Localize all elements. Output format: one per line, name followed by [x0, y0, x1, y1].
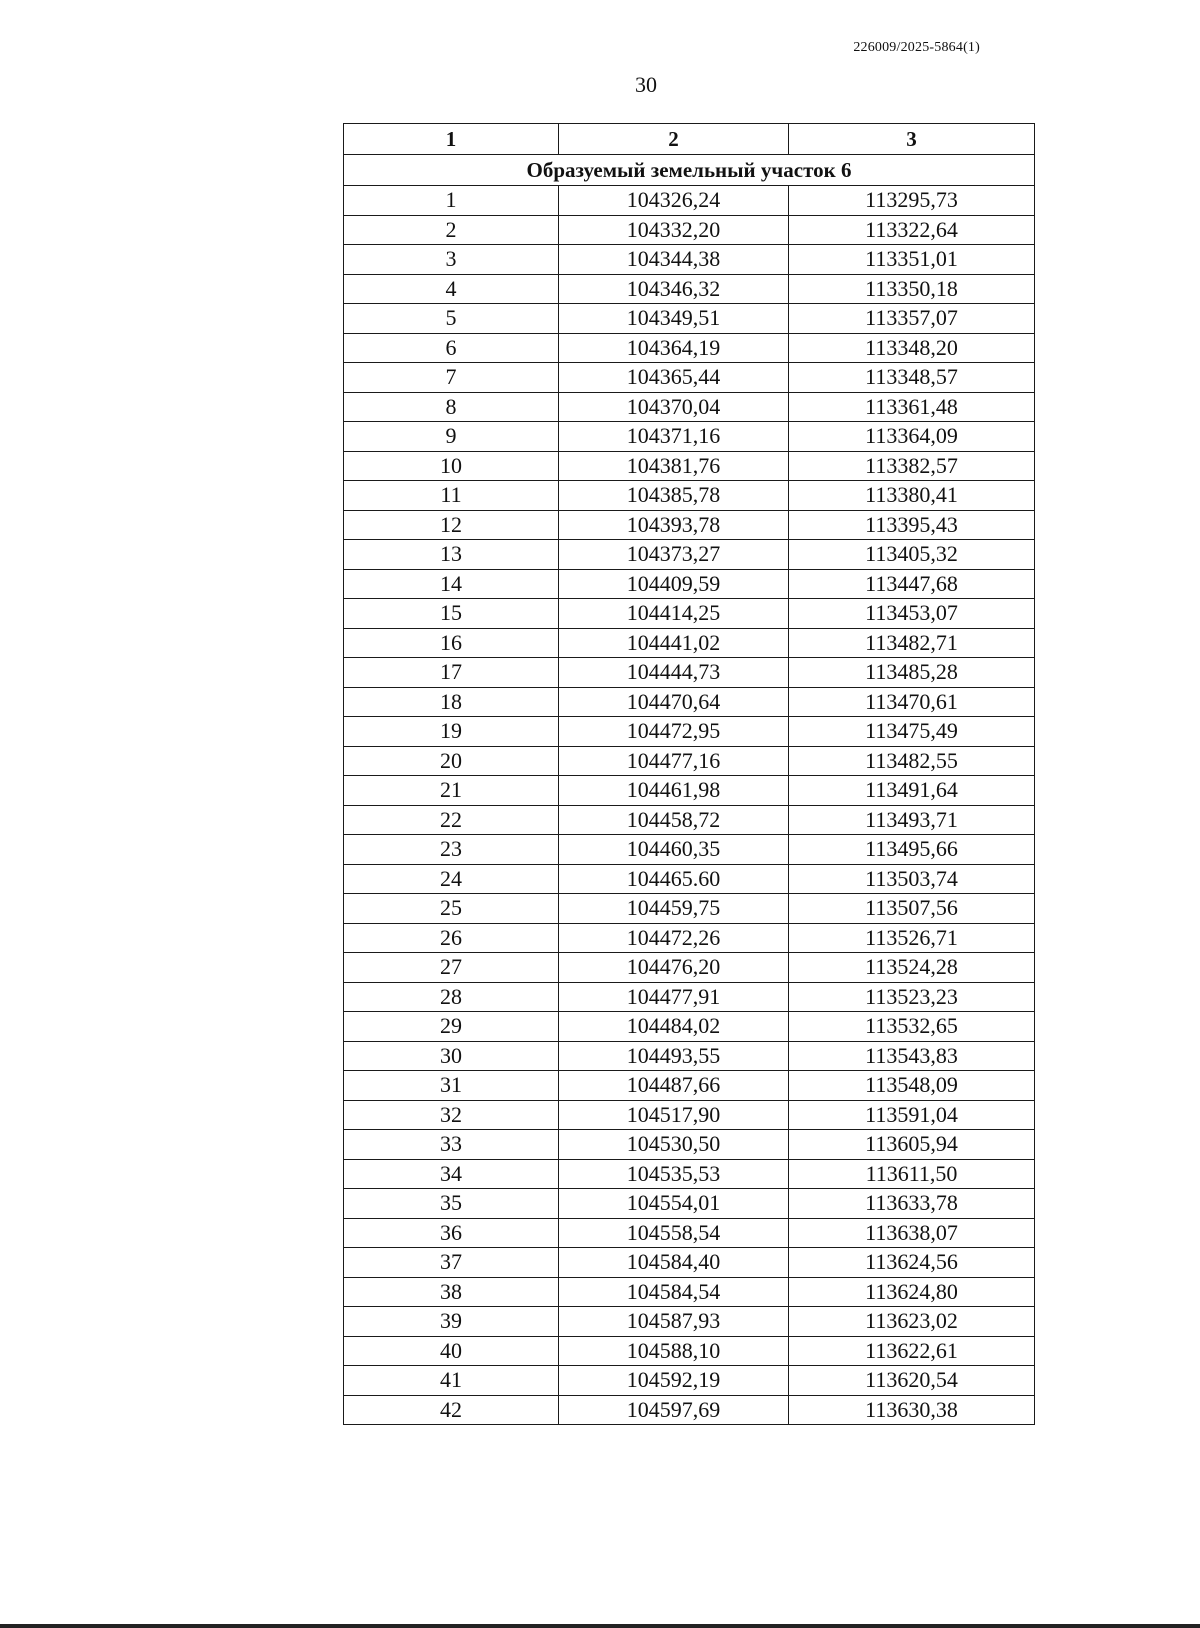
y-coordinate-cell: 113364,09 — [789, 422, 1035, 452]
point-number-cell: 8 — [344, 392, 559, 422]
table-row — [344, 923, 1035, 953]
table-body — [344, 155, 1035, 1425]
point-number-cell: 4 — [344, 274, 559, 304]
y-coordinate-cell: 113351,01 — [789, 245, 1035, 275]
x-coordinate-cell: 104465.60 — [559, 864, 789, 894]
column-header-2: 2 — [559, 124, 789, 155]
point-number-cell: 34 — [344, 1159, 559, 1189]
table-row — [344, 1159, 1035, 1189]
x-coordinate-cell: 104344,38 — [559, 245, 789, 275]
point-number-cell: 37 — [344, 1248, 559, 1278]
table-row — [344, 687, 1035, 717]
table-row — [344, 1100, 1035, 1130]
table-row — [344, 481, 1035, 511]
section-title-row — [344, 155, 1035, 186]
table-row — [344, 805, 1035, 835]
x-coordinate-cell: 104587,93 — [559, 1307, 789, 1337]
x-coordinate-cell: 104332,20 — [559, 215, 789, 245]
table-row — [344, 569, 1035, 599]
page-number: 30 — [635, 72, 657, 97]
point-number-cell: 1 — [344, 186, 559, 216]
table-row — [344, 599, 1035, 629]
point-number-cell: 32 — [344, 1100, 559, 1130]
y-coordinate-cell: 113630,38 — [789, 1395, 1035, 1425]
point-number-cell: 29 — [344, 1012, 559, 1042]
x-coordinate-cell: 104470,64 — [559, 687, 789, 717]
table-row — [344, 422, 1035, 452]
point-number-cell: 38 — [344, 1277, 559, 1307]
y-coordinate-cell: 113524,28 — [789, 953, 1035, 983]
y-coordinate-cell: 113491,64 — [789, 776, 1035, 806]
point-number-cell: 24 — [344, 864, 559, 894]
point-number-cell: 23 — [344, 835, 559, 865]
x-coordinate-cell: 104441,02 — [559, 628, 789, 658]
table-row — [344, 1130, 1035, 1160]
table-row — [344, 1336, 1035, 1366]
x-coordinate-cell: 104326,24 — [559, 186, 789, 216]
point-number-cell: 36 — [344, 1218, 559, 1248]
y-coordinate-cell: 113380,41 — [789, 481, 1035, 511]
x-coordinate-cell: 104477,91 — [559, 982, 789, 1012]
point-number-cell: 19 — [344, 717, 559, 747]
table-row — [344, 1218, 1035, 1248]
y-coordinate-cell: 113623,02 — [789, 1307, 1035, 1337]
y-coordinate-cell: 113611,50 — [789, 1159, 1035, 1189]
y-coordinate-cell: 113620,54 — [789, 1366, 1035, 1396]
coordinates-table-container — [343, 123, 1034, 1425]
section-title: Образуемый земельный участок 6 — [344, 155, 1035, 186]
x-coordinate-cell: 104554,01 — [559, 1189, 789, 1219]
x-coordinate-cell: 104381,76 — [559, 451, 789, 481]
column-header-1: 1 — [344, 124, 559, 155]
point-number-cell: 16 — [344, 628, 559, 658]
table-row — [344, 451, 1035, 481]
table-row — [344, 1189, 1035, 1219]
point-number-cell: 15 — [344, 599, 559, 629]
x-coordinate-cell: 104370,04 — [559, 392, 789, 422]
table-row — [344, 333, 1035, 363]
y-coordinate-cell: 113470,61 — [789, 687, 1035, 717]
y-coordinate-cell: 113482,71 — [789, 628, 1035, 658]
y-coordinate-cell: 113624,80 — [789, 1277, 1035, 1307]
y-coordinate-cell: 113475,49 — [789, 717, 1035, 747]
table-row — [344, 510, 1035, 540]
y-coordinate-cell: 113447,68 — [789, 569, 1035, 599]
point-number-cell: 5 — [344, 304, 559, 334]
point-number-cell: 20 — [344, 746, 559, 776]
point-number-cell: 9 — [344, 422, 559, 452]
table-row — [344, 628, 1035, 658]
point-number-cell: 30 — [344, 1041, 559, 1071]
x-coordinate-cell: 104588,10 — [559, 1336, 789, 1366]
point-number-cell: 26 — [344, 923, 559, 953]
table-row — [344, 304, 1035, 334]
x-coordinate-cell: 104477,16 — [559, 746, 789, 776]
x-coordinate-cell: 104558,54 — [559, 1218, 789, 1248]
x-coordinate-cell: 104530,50 — [559, 1130, 789, 1160]
point-number-cell: 28 — [344, 982, 559, 1012]
table-row — [344, 1012, 1035, 1042]
point-number-cell: 14 — [344, 569, 559, 599]
point-number-cell: 40 — [344, 1336, 559, 1366]
point-number-cell: 25 — [344, 894, 559, 924]
x-coordinate-cell: 104597,69 — [559, 1395, 789, 1425]
point-number-cell: 10 — [344, 451, 559, 481]
scan-bottom-edge — [0, 1624, 1200, 1628]
table-row — [344, 363, 1035, 393]
x-coordinate-cell: 104349,51 — [559, 304, 789, 334]
y-coordinate-cell: 113543,83 — [789, 1041, 1035, 1071]
x-coordinate-cell: 104493,55 — [559, 1041, 789, 1071]
point-number-cell: 2 — [344, 215, 559, 245]
coordinates-table — [343, 123, 1035, 1425]
point-number-cell: 42 — [344, 1395, 559, 1425]
y-coordinate-cell: 113495,66 — [789, 835, 1035, 865]
x-coordinate-cell: 104484,02 — [559, 1012, 789, 1042]
y-coordinate-cell: 113357,07 — [789, 304, 1035, 334]
x-coordinate-cell: 104346,32 — [559, 274, 789, 304]
table-row — [344, 953, 1035, 983]
x-coordinate-cell: 104385,78 — [559, 481, 789, 511]
x-coordinate-cell: 104592,19 — [559, 1366, 789, 1396]
table-row — [344, 274, 1035, 304]
y-coordinate-cell: 113548,09 — [789, 1071, 1035, 1101]
point-number-cell: 21 — [344, 776, 559, 806]
point-number-cell: 35 — [344, 1189, 559, 1219]
x-coordinate-cell: 104584,40 — [559, 1248, 789, 1278]
table-row — [344, 746, 1035, 776]
x-coordinate-cell: 104461,98 — [559, 776, 789, 806]
x-coordinate-cell: 104459,75 — [559, 894, 789, 924]
x-coordinate-cell: 104460,35 — [559, 835, 789, 865]
y-coordinate-cell: 113348,20 — [789, 333, 1035, 363]
point-number-cell: 27 — [344, 953, 559, 983]
point-number-cell: 13 — [344, 540, 559, 570]
x-coordinate-cell: 104458,72 — [559, 805, 789, 835]
table-row — [344, 186, 1035, 216]
x-coordinate-cell: 104364,19 — [559, 333, 789, 363]
y-coordinate-cell: 113507,56 — [789, 894, 1035, 924]
y-coordinate-cell: 113361,48 — [789, 392, 1035, 422]
y-coordinate-cell: 113526,71 — [789, 923, 1035, 953]
x-coordinate-cell: 104476,20 — [559, 953, 789, 983]
x-coordinate-cell: 104414,25 — [559, 599, 789, 629]
x-coordinate-cell: 104409,59 — [559, 569, 789, 599]
point-number-cell: 18 — [344, 687, 559, 717]
y-coordinate-cell: 113638,07 — [789, 1218, 1035, 1248]
table-row — [344, 215, 1035, 245]
y-coordinate-cell: 113295,73 — [789, 186, 1035, 216]
point-number-cell: 33 — [344, 1130, 559, 1160]
point-number-cell: 39 — [344, 1307, 559, 1337]
y-coordinate-cell: 113503,74 — [789, 864, 1035, 894]
y-coordinate-cell: 113493,71 — [789, 805, 1035, 835]
x-coordinate-cell: 104584,54 — [559, 1277, 789, 1307]
x-coordinate-cell: 104371,16 — [559, 422, 789, 452]
y-coordinate-cell: 113605,94 — [789, 1130, 1035, 1160]
table-row — [344, 835, 1035, 865]
header-row — [344, 124, 1035, 155]
table-row — [344, 982, 1035, 1012]
y-coordinate-cell: 113591,04 — [789, 1100, 1035, 1130]
x-coordinate-cell: 104393,78 — [559, 510, 789, 540]
y-coordinate-cell: 113453,07 — [789, 599, 1035, 629]
table-row — [344, 894, 1035, 924]
point-number-cell: 7 — [344, 363, 559, 393]
table-row — [344, 658, 1035, 688]
document-id: 226009/2025-5864(1) — [853, 40, 980, 55]
column-header-3: 3 — [789, 124, 1035, 155]
y-coordinate-cell: 113395,43 — [789, 510, 1035, 540]
point-number-cell: 17 — [344, 658, 559, 688]
point-number-cell: 31 — [344, 1071, 559, 1101]
x-coordinate-cell: 104517,90 — [559, 1100, 789, 1130]
y-coordinate-cell: 113523,23 — [789, 982, 1035, 1012]
y-coordinate-cell: 113482,55 — [789, 746, 1035, 776]
y-coordinate-cell: 113633,78 — [789, 1189, 1035, 1219]
table-row — [344, 717, 1035, 747]
x-coordinate-cell: 104487,66 — [559, 1071, 789, 1101]
table-row — [344, 864, 1035, 894]
y-coordinate-cell: 113532,65 — [789, 1012, 1035, 1042]
point-number-cell: 22 — [344, 805, 559, 835]
y-coordinate-cell: 113348,57 — [789, 363, 1035, 393]
point-number-cell: 11 — [344, 481, 559, 511]
table-header — [344, 124, 1035, 155]
y-coordinate-cell: 113322,64 — [789, 215, 1035, 245]
table-row — [344, 245, 1035, 275]
point-number-cell: 3 — [344, 245, 559, 275]
table-row — [344, 1248, 1035, 1278]
x-coordinate-cell: 104472,26 — [559, 923, 789, 953]
table-row — [344, 392, 1035, 422]
x-coordinate-cell: 104472,95 — [559, 717, 789, 747]
y-coordinate-cell: 113350,18 — [789, 274, 1035, 304]
table-row — [344, 1041, 1035, 1071]
point-number-cell: 12 — [344, 510, 559, 540]
y-coordinate-cell: 113485,28 — [789, 658, 1035, 688]
x-coordinate-cell: 104444,73 — [559, 658, 789, 688]
table-row — [344, 540, 1035, 570]
y-coordinate-cell: 113622,61 — [789, 1336, 1035, 1366]
point-number-cell: 41 — [344, 1366, 559, 1396]
table-row — [344, 1277, 1035, 1307]
x-coordinate-cell: 104365,44 — [559, 363, 789, 393]
table-row — [344, 1395, 1035, 1425]
point-number-cell: 6 — [344, 333, 559, 363]
table-row — [344, 1071, 1035, 1101]
table-row — [344, 776, 1035, 806]
y-coordinate-cell: 113382,57 — [789, 451, 1035, 481]
x-coordinate-cell: 104373,27 — [559, 540, 789, 570]
y-coordinate-cell: 113405,32 — [789, 540, 1035, 570]
table-row — [344, 1366, 1035, 1396]
x-coordinate-cell: 104535,53 — [559, 1159, 789, 1189]
table-row — [344, 1307, 1035, 1337]
y-coordinate-cell: 113624,56 — [789, 1248, 1035, 1278]
